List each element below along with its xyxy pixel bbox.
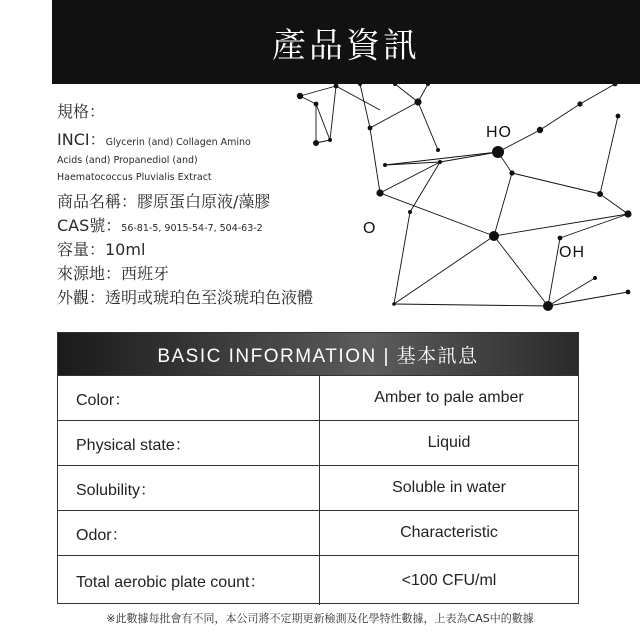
- inci-prefix: INCI：: [57, 130, 106, 149]
- row-value: <100 CFU/ml: [401, 571, 497, 589]
- hydroxyl-label: HO: [486, 124, 512, 141]
- appearance: 外觀：透明或琥珀色至淡琥珀色液體: [57, 288, 314, 307]
- row-label: Solubility：: [58, 466, 320, 510]
- origin: 來源地：西班牙: [57, 264, 170, 283]
- inci-line: [57, 128, 397, 152]
- inci-value-1: Glycerin (and) Collagen Amino: [105, 137, 251, 148]
- table-row: [58, 465, 578, 510]
- row-label: Color：: [58, 376, 320, 420]
- product-specs: [57, 100, 397, 310]
- product-name: 商品名稱：膠原蛋白原液/藻膠: [57, 192, 271, 211]
- row-value: Characteristic: [400, 524, 498, 541]
- row-value: Liquid: [427, 434, 471, 451]
- spec-heading: 規格：: [57, 102, 106, 121]
- table-title: BASIC INFORMATION | 基本訊息: [58, 333, 578, 375]
- row-label: Physical state：: [58, 421, 320, 465]
- inci-value-2: Acids (and) Propanediol (and): [57, 155, 198, 166]
- page-title: 產品資訊: [272, 25, 420, 66]
- cas-value: 56-81-5, 9015-54-7, 504-63-2: [121, 223, 263, 234]
- cas-prefix: CAS號：: [57, 216, 122, 235]
- oxygen-label: O: [363, 220, 377, 237]
- hydroxyl-label-2: OH: [559, 244, 585, 261]
- footnote: ※此數據每批會有不同，本公司將不定期更新檢測及化學特性數據，上表為CAS中的數據: [106, 612, 534, 625]
- capacity: 容量：10ml: [57, 240, 146, 259]
- row-label: Total aerobic plate count：: [58, 556, 320, 605]
- row-value: Amber to pale amber: [374, 389, 524, 406]
- cas-line: [57, 214, 397, 238]
- table-row: [58, 375, 578, 420]
- table-row: [58, 510, 578, 555]
- row-label: Odor：: [58, 511, 320, 555]
- basic-info-table: [57, 332, 579, 604]
- row-value: Soluble in water: [392, 479, 506, 496]
- inci-value-3: Haematococcus Pluvialis Extract: [57, 172, 212, 183]
- table-row: [58, 555, 578, 605]
- table-row: [58, 420, 578, 465]
